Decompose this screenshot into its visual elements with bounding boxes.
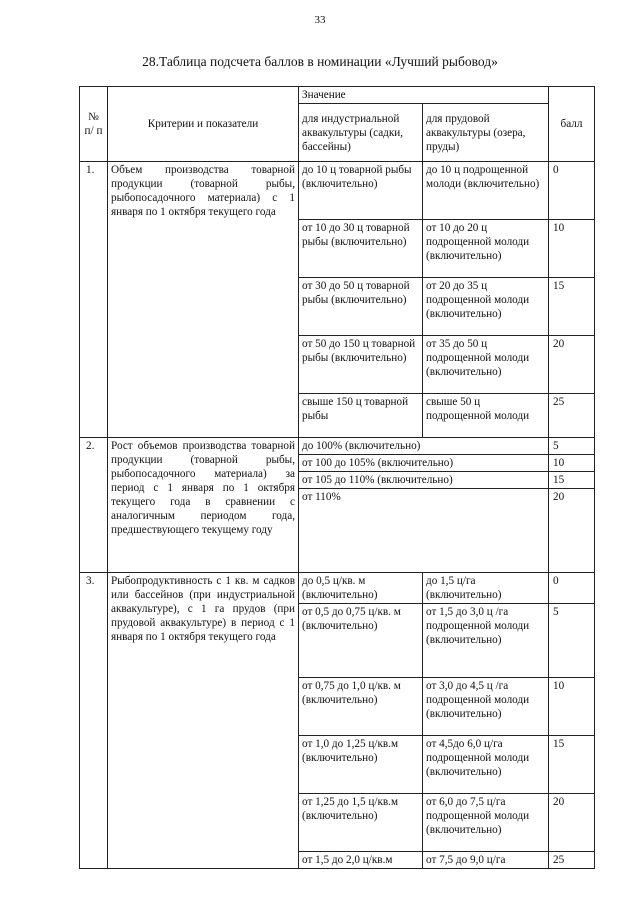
header-criteria: Критерии и показатели: [108, 87, 299, 162]
section-number: 2.: [80, 438, 108, 573]
industrial-value: от 1,0 до 1,25 ц/кв.м (включительно): [299, 736, 423, 794]
industrial-value: от 30 до 50 ц товарной рыбы (включительно): [299, 278, 423, 336]
pond-value: до 10 ц подрощенной молоди (включительно): [423, 162, 549, 220]
score-value: 5: [549, 438, 595, 455]
industrial-value: от 0,75 до 1,0 ц/кв. м (включительно): [299, 678, 423, 736]
score-table: [79, 86, 595, 869]
section-number: 3.: [80, 573, 108, 869]
score-value: 0: [549, 162, 595, 220]
pond-value: до 1,5 ц/га (включительно): [423, 573, 549, 604]
industrial-value: до 0,5 ц/кв. м (включительно): [299, 573, 423, 604]
value-range: от 100 до 105% (включительно): [299, 455, 549, 472]
industrial-value: от 1,25 до 1,5 ц/кв.м (включительно): [299, 794, 423, 852]
score-value: 20: [549, 489, 595, 573]
industrial-value: от 50 до 150 ц товарной рыбы (включительно): [299, 336, 423, 394]
header-industrial: для индустриальной аквакультуры (садки, бассейны): [299, 104, 423, 162]
section-number: 1.: [80, 162, 108, 438]
score-value: 10: [549, 220, 595, 278]
table-row: [80, 438, 595, 455]
page-number: 33: [314, 14, 326, 26]
header-score: балл: [549, 87, 595, 162]
header-value: Значение: [299, 87, 549, 104]
score-value: 25: [549, 394, 595, 438]
header-num: № п/ п: [80, 87, 108, 162]
industrial-value: от 1,5 до 2,0 ц/кв.м: [299, 852, 423, 869]
table-title: 28.Таблица подсчета баллов в номинации «Лучший рыбовод»: [142, 54, 498, 69]
pond-value: от 10 до 20 ц подрощенной молоди (включительно): [423, 220, 549, 278]
industrial-value: до 10 ц товарной рыбы (включительно): [299, 162, 423, 220]
score-value: 15: [549, 472, 595, 489]
criteria-text: Рост объемов производства товарной продукции (товарной рыбы, рыбопосадочного материала) за период с 1 января по 1 октября текущего года в сравнении с аналогичным периодом года, предшествующего текущему году: [108, 438, 299, 573]
score-value: 15: [549, 736, 595, 794]
industrial-value: от 0,5 до 0,75 ц/кв. м (включительно): [299, 604, 423, 678]
score-value: 10: [549, 455, 595, 472]
score-value: 15: [549, 278, 595, 336]
pond-value: от 20 до 35 ц подрощенной молоди (включительно): [423, 278, 549, 336]
pond-value: свыше 50 ц подрощенной молоди: [423, 394, 549, 438]
industrial-value: от 10 до 30 ц товарной рыбы (включительно): [299, 220, 423, 278]
pond-value: от 6,0 до 7,5 ц/га подрощенной молоди (включительно): [423, 794, 549, 852]
criteria-text: Объем производства товарной продукции (товарной рыбы, рыбопосадочного материала) с 1 января по 1 октября текущего года: [108, 162, 299, 438]
pond-value: от 3,0 до 4,5 ц /га подрощенной молоди (включительно): [423, 678, 549, 736]
pond-value: от 35 до 50 ц подрощенной молоди (включительно): [423, 336, 549, 394]
value-range: от 110%: [299, 489, 549, 573]
header-pond: для прудовой аквакультуры (озера, пруды): [423, 104, 549, 162]
score-value: 5: [549, 604, 595, 678]
score-value: 0: [549, 573, 595, 604]
criteria-text: Рыбопродуктивность с 1 кв. м садков или бассейнов (при индустриальной аквакультуре), с 1 га прудов (при прудовой аквакультуре) в период с 1 января по 1 октября текущего года: [108, 573, 299, 869]
value-range: до 100% (включительно): [299, 438, 549, 455]
pond-value: от 7,5 до 9,0 ц/га: [423, 852, 549, 869]
value-range: от 105 до 110% (включительно): [299, 472, 549, 489]
score-value: 10: [549, 678, 595, 736]
score-value: 25: [549, 852, 595, 869]
table-row: [80, 162, 595, 220]
table-row: [80, 573, 595, 604]
pond-value: от 1,5 до 3,0 ц /га подрощенной молоди (включительно): [423, 604, 549, 678]
score-value: 20: [549, 336, 595, 394]
industrial-value: свыше 150 ц товарной рыбы: [299, 394, 423, 438]
score-value: 20: [549, 794, 595, 852]
pond-value: от 4,5до 6,0 ц/га подрощенной молоди (включительно): [423, 736, 549, 794]
